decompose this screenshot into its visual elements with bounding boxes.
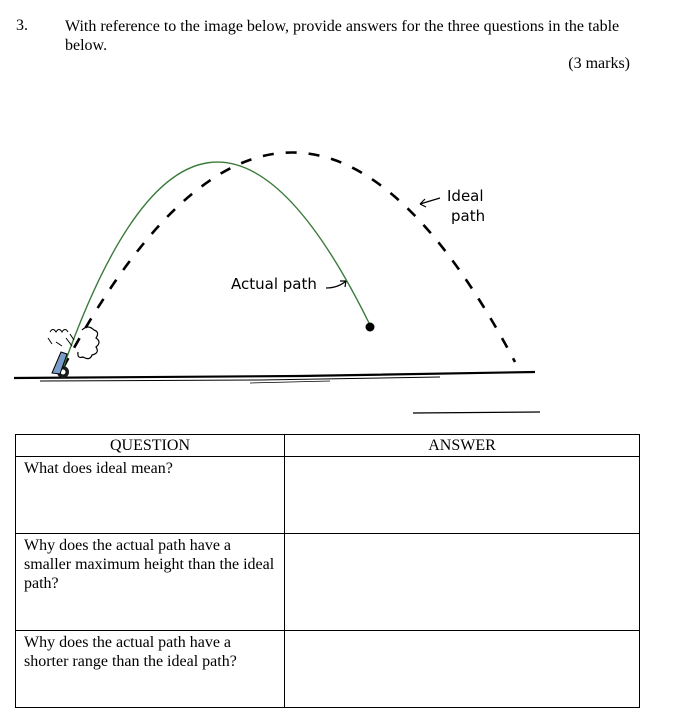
header-question: QUESTION <box>16 435 285 457</box>
ideal-arrow-icon <box>420 198 440 207</box>
question-table <box>15 434 640 708</box>
ideal-path <box>63 152 515 368</box>
answer-cell[interactable] <box>285 631 640 708</box>
cannon-icon <box>52 334 74 378</box>
question-text: With reference to the image below, provide answers for the three questions in the table below. <box>65 18 620 54</box>
question-cell: Why does the actual path have a shorter range than the ideal path? <box>16 631 285 708</box>
answer-cell[interactable] <box>285 534 640 631</box>
actual-label: Actual path <box>231 275 317 293</box>
ground-dash <box>250 381 330 383</box>
answer-cell[interactable] <box>285 457 640 534</box>
ground-line <box>14 372 535 378</box>
smoke-icon <box>78 327 99 359</box>
question-number: 3. <box>16 17 28 34</box>
table-header-row <box>16 435 640 457</box>
ideal-label-line2: path <box>451 207 486 225</box>
scribble-icon <box>48 330 68 347</box>
header-answer: ANSWER <box>285 435 640 457</box>
table-row <box>16 631 640 708</box>
projectile-diagram <box>0 95 692 425</box>
ideal-label-line1: Ideal <box>447 187 484 205</box>
ball <box>366 323 375 332</box>
actual-arrow-icon <box>326 281 346 288</box>
marks-label: (3 marks) <box>568 55 630 72</box>
question-cell: Why does the actual path have a smaller maximum height than the ideal path? <box>16 534 285 631</box>
question-cell: What does ideal mean? <box>16 457 285 534</box>
actual-path <box>63 162 369 368</box>
lower-line <box>413 412 540 413</box>
table-row <box>16 534 640 631</box>
table-row <box>16 457 640 534</box>
